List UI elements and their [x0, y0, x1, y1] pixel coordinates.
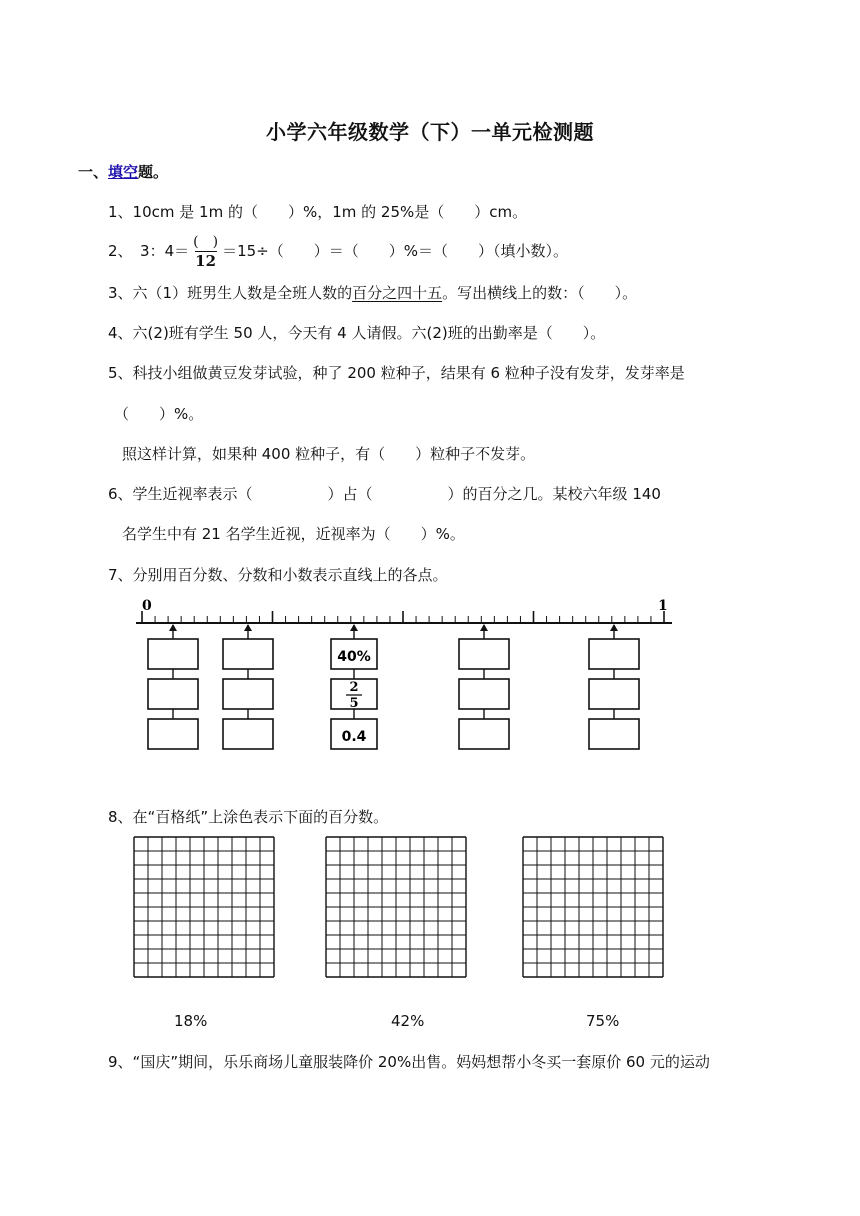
- answer-column-5: [589, 624, 639, 749]
- hundred-grid-2[interactable]: [325, 836, 467, 978]
- section-prefix: 一、: [78, 163, 109, 181]
- answer-box: [589, 679, 639, 709]
- answer-box: [223, 639, 273, 669]
- page-title: 小学六年级数学（下）一单元检测题: [266, 120, 594, 144]
- question-5-line-2: （ ）%。: [114, 405, 204, 423]
- answer-box: [589, 639, 639, 669]
- answer-box: [148, 639, 198, 669]
- question-5-line-3: 照这样计算，如果种 400 粒种子，有（ ）粒种子不发芽。: [122, 445, 536, 463]
- grid-label-1: 18%: [174, 1012, 208, 1030]
- example-fraction-numerator: 2: [349, 680, 359, 695]
- question-6-line-2: 名学生中有 21 名学生近视，近视率为（ ）%。: [122, 525, 465, 543]
- question-2: [108, 233, 568, 269]
- q2-fraction-denominator: 12: [195, 252, 217, 270]
- answer-box: [223, 719, 273, 749]
- question-6-line-1: 6、学生近视率表示（ ）占（ ）的百分之几。某校六年级 140: [108, 485, 661, 503]
- fill-blank-link[interactable]: 填空: [108, 163, 139, 181]
- section-heading: [78, 162, 168, 182]
- question-1: 1、10cm 是 1m 的（ ）%，1m 的 25%是（ ）cm。: [108, 203, 528, 221]
- section-suffix: 题。: [138, 163, 169, 181]
- answer-columns: [148, 624, 639, 749]
- answer-box: [459, 639, 509, 669]
- number-line-end-label: 1: [658, 598, 668, 614]
- answer-column-1: [148, 624, 198, 749]
- answer-column-4: [459, 624, 509, 749]
- question-8: 8、在“百格纸”上涂色表示下面的百分数。: [108, 808, 389, 826]
- question-3: [108, 283, 637, 303]
- grid-label-3: 75%: [586, 1012, 620, 1030]
- answer-column-2: [223, 624, 273, 749]
- answer-box: [459, 719, 509, 749]
- q3-before: 3、六（1）班男生人数是全班人数的: [108, 284, 353, 302]
- question-9: 9、“国庆”期间，乐乐商场儿童服装降价 20%出售。妈妈想帮小冬买一套原价 60 元的运动: [108, 1053, 710, 1071]
- answer-box: [148, 719, 198, 749]
- example-fraction-denominator: 5: [349, 696, 359, 711]
- example-percent: 40%: [337, 649, 371, 665]
- number-line-diagram: [130, 595, 690, 760]
- q2-fraction: [193, 234, 218, 269]
- hundred-grid-3[interactable]: [522, 836, 664, 978]
- q2-fraction-numerator: ( ): [193, 234, 219, 250]
- q3-after: 。写出横线上的数：（ ）。: [442, 284, 638, 302]
- answer-box: [459, 679, 509, 709]
- number-line-start-label: 0: [142, 598, 152, 614]
- question-4: 4、六(2)班有学生 50 人，今天有 4 人请假。六(2)班的出勤率是（ ）。: [108, 324, 606, 342]
- number-line-ticks: [142, 611, 664, 623]
- answer-box: [148, 679, 198, 709]
- answer-box: [589, 719, 639, 749]
- example-decimal: 0.4: [341, 729, 367, 745]
- q2-prefix: 2、 3：4＝: [108, 242, 190, 260]
- q2-suffix: ＝15÷（ ）＝（ ）%＝（ ）（填小数）。: [222, 242, 568, 260]
- question-7: 7、分别用百分数、分数和小数表示直线上的各点。: [108, 566, 448, 584]
- q3-underlined: 百分之四十五: [352, 284, 443, 302]
- answer-box: [223, 679, 273, 709]
- hundred-grid-1[interactable]: [133, 836, 275, 978]
- question-5-line-1: 5、科技小组做黄豆发芽试验，种了 200 粒种子，结果有 6 粒种子没有发芽，发芽率是: [108, 364, 685, 382]
- grid-label-2: 42%: [391, 1012, 425, 1030]
